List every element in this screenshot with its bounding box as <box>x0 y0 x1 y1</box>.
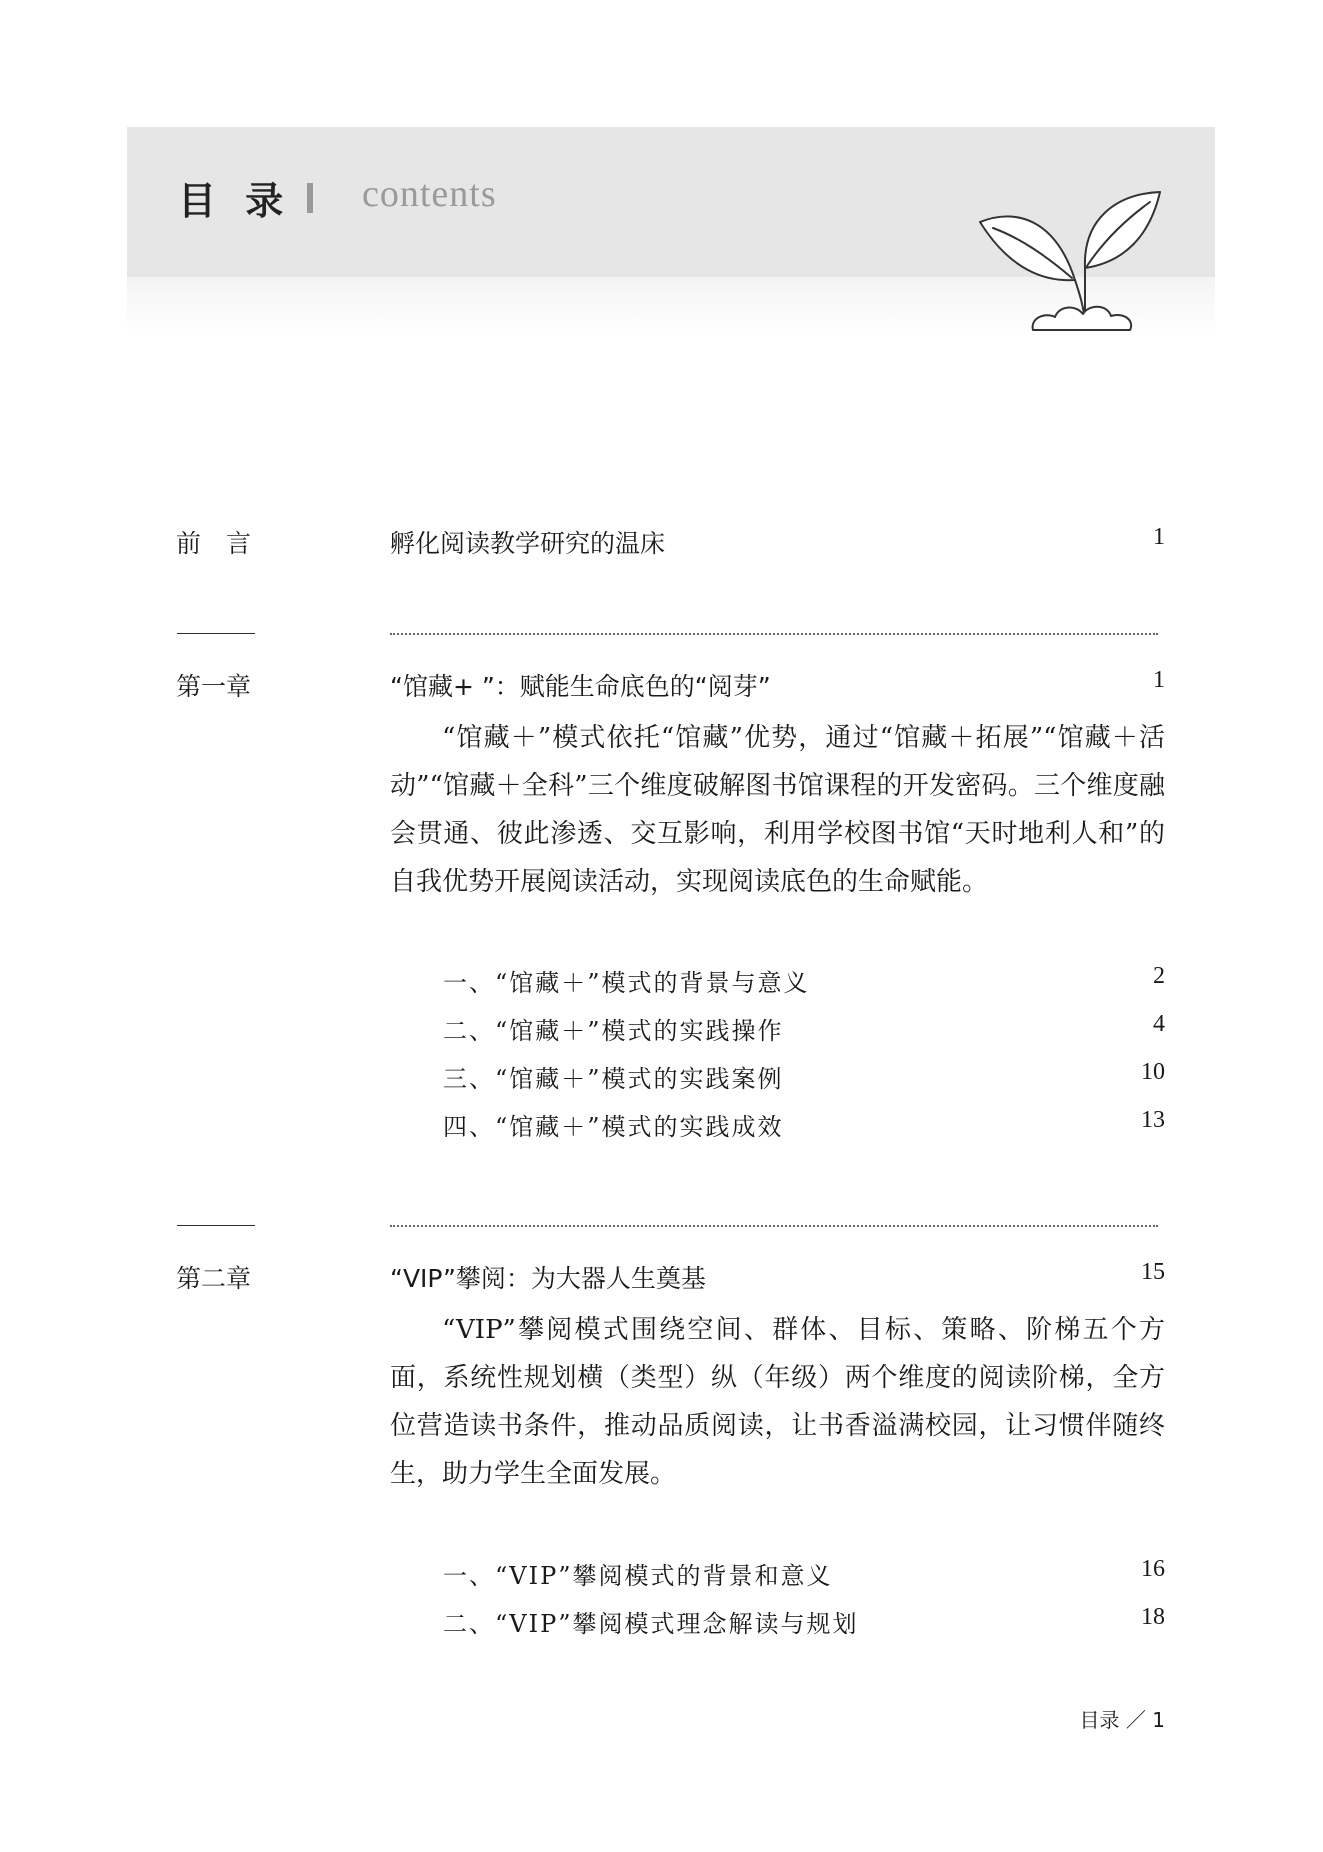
chapter-2-label-rule <box>177 1225 255 1226</box>
chapter-1-title[interactable]: “馆藏+ ”：赋能生命底色的“阅芽” <box>390 672 771 701</box>
page-footer: 目录 ／ 1 <box>1079 1708 1165 1732</box>
sprout-icon <box>975 180 1175 340</box>
chapter-1-label: 第一章 <box>176 672 252 701</box>
section-2-1-page-number: 16 <box>1141 1556 1165 1582</box>
chapter-1-label-rule <box>177 633 255 634</box>
section-1-3-page-number: 10 <box>1141 1059 1165 1085</box>
chapter-1-description: “馆藏＋”模式依托“馆藏”优势，通过“馆藏＋拓展”“馆藏＋活动”“馆藏＋全科”三个维度破解图书馆课程的开发密码。三个维度融会贯通、彼此渗透、交互影响，利用学校图书馆“天时地利人和”的自我优势开展阅读活动，实现阅读底色的生命赋能。 <box>390 723 1165 897</box>
page-title: 目 录 <box>178 178 292 223</box>
section-1-2-title[interactable]: 二、“馆藏＋”模式的实践操作 <box>443 1017 784 1045</box>
chapter-2-dotted-rule <box>390 1225 1158 1227</box>
section-1-2-page-number: 4 <box>1153 1011 1165 1037</box>
chapter-1-dotted-rule <box>390 633 1158 635</box>
section-2-2-page-number: 18 <box>1141 1604 1165 1630</box>
page-subtitle: contents <box>362 173 497 215</box>
chapter-2-page-number: 15 <box>1141 1259 1165 1285</box>
section-1-1-title[interactable]: 一、“馆藏＋”模式的背景与意义 <box>443 969 810 997</box>
chapter-2-description: “VIP”攀阅模式围绕空间、群体、目标、策略、阶梯五个方面，系统性规划横（类型）纵（年级）两个维度的阅读阶梯，全方位营造读书条件，推动品质阅读，让书香溢满校园，让习惯伴随终生，助力学生全面发展。 <box>390 1315 1165 1489</box>
section-1-4-page-number: 13 <box>1141 1107 1165 1133</box>
chapter-1-page-number: 1 <box>1153 667 1165 693</box>
title-divider <box>307 183 313 213</box>
section-1-4-title[interactable]: 四、“馆藏＋”模式的实践成效 <box>443 1113 784 1141</box>
section-1-1-page-number: 2 <box>1153 963 1165 989</box>
chapter-2-label: 第二章 <box>176 1264 252 1293</box>
preface-page-number: 1 <box>1153 524 1165 550</box>
section-2-1-title[interactable]: 一、“VIP”攀阅模式的背景和意义 <box>443 1562 833 1590</box>
section-1-3-title[interactable]: 三、“馆藏＋”模式的实践案例 <box>443 1065 784 1093</box>
preface-title[interactable]: 孵化阅读教学研究的温床 <box>390 529 666 558</box>
preface-label: 前 言 <box>176 529 252 558</box>
section-2-2-title[interactable]: 二、“VIP”攀阅模式理念解读与规划 <box>443 1610 859 1638</box>
chapter-2-title[interactable]: “VIP”攀阅：为大器人生奠基 <box>390 1264 706 1293</box>
